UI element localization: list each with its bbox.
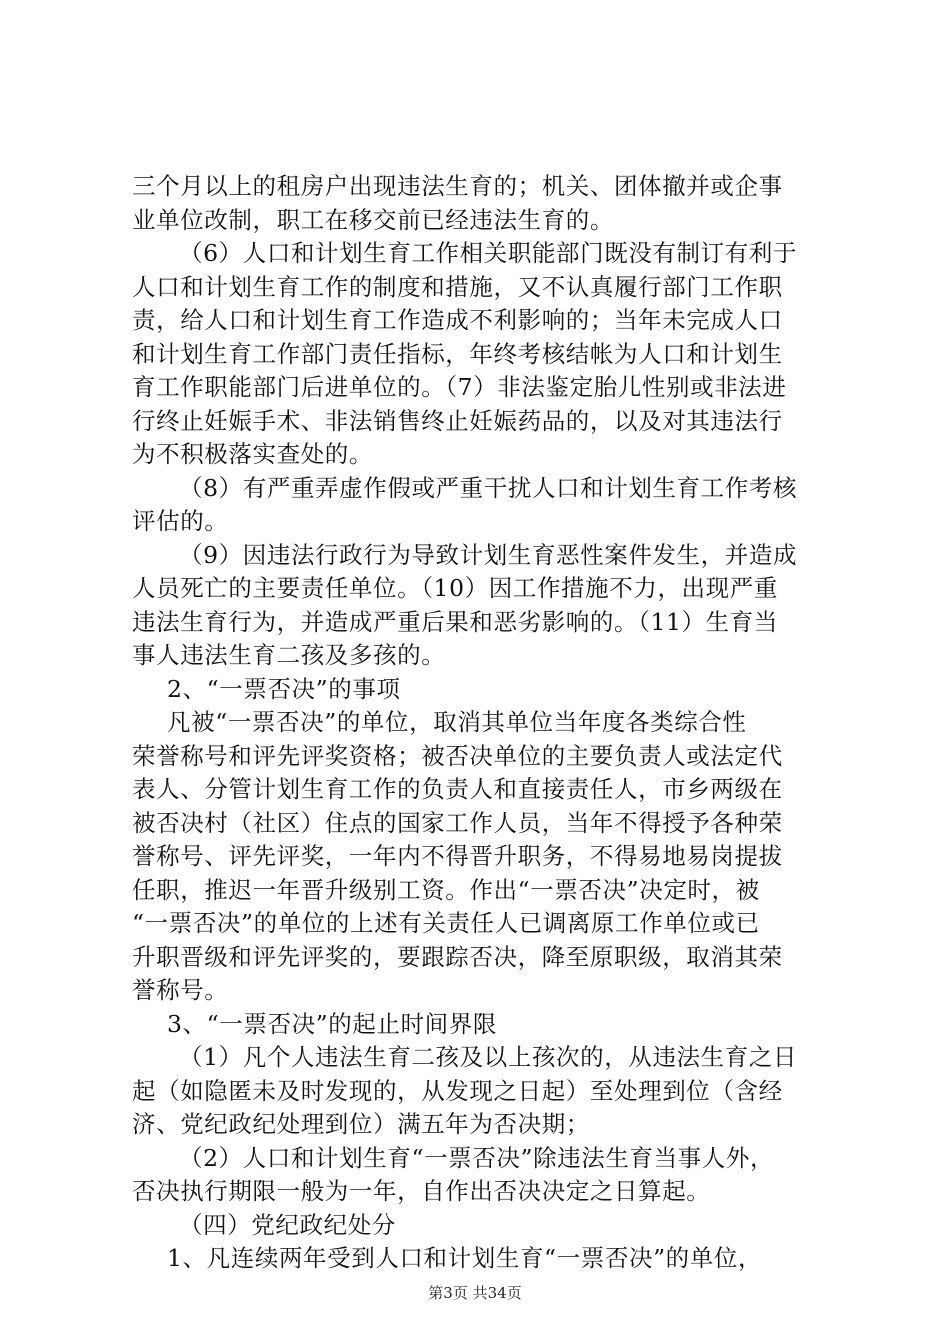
text-line: 育工作职能部门后进单位的。（7）非法鉴定胎儿性别或非法进	[132, 373, 787, 401]
text-line: （2）人口和计划生育“一票否决”除违法生育当事人外，	[179, 1143, 775, 1172]
text-line: 人员死亡的主要责任单位。（10）因工作措施不力，出现严重	[132, 574, 778, 602]
text-line: 誉称号、评先评奖，一年内不得晋升职务，不得易地易岗提拔	[132, 842, 783, 870]
page-number-footer: 第3页 共34页	[428, 1284, 522, 1302]
text-line: 任职，推迟一年晋升级别工资。作出“一票否决”决定时，被	[132, 875, 760, 904]
text-line: 被否决村（社区）住点的国家工作人员，当年不得授予各种荣	[132, 808, 783, 837]
text-line: 行终止妊娠手术、非法销售终止妊娠药品的，以及对其违法行	[132, 406, 783, 435]
document-body	[132, 170, 832, 1276]
text-line: 违法生育行为，并造成严重后果和恶劣影响的。（11）生育当	[132, 607, 778, 636]
text-line: 三个月以上的租房户出现违法生育的；机关、团体撤并或企事	[132, 172, 783, 200]
text-line: 荣誉称号和评先评奖资格；被否决单位的主要负责人或法定代	[132, 741, 783, 770]
text-line: 起（如隐匿未及时发现的，从发现之日起）至处理到位（含经	[132, 1076, 783, 1105]
text-line: 凡被“一票否决”的单位，取消其单位当年度各类综合性	[167, 708, 747, 736]
text-line: “一票否决”的单位的上述有关责任人已调离原工作单位或已	[132, 909, 760, 937]
text-line: 事人违法生育二孩及多孩的。	[132, 641, 446, 669]
text-line: 为不积极落实查处的。	[132, 440, 373, 468]
text-line: 人口和计划生育工作的制度和措施，又不认真履行部门工作职	[132, 272, 783, 301]
section-heading: 3、“一票否决”的起止时间界限	[167, 1009, 497, 1038]
text-line: （8）有严重弄虚作假或严重干扰人口和计划生育工作考核	[179, 473, 798, 502]
text-line: 升职晋级和评先评奖的，要跟踪否决，降至原职级，取消其荣	[132, 942, 783, 971]
text-line: 业单位改制，职工在移交前已经违法生育的。	[132, 205, 614, 234]
section-heading: 2、“一票否决”的事项	[167, 674, 401, 703]
text-line: （1）凡个人违法生育二孩及以上孩次的，从违法生育之日	[179, 1043, 798, 1071]
text-line: （9）因违法行政行为导致计划生育恶性案件发生，并造成	[179, 540, 798, 569]
text-line: 责，给人口和计划生育工作造成不利影响的；当年未完成人口	[132, 306, 783, 334]
text-line: 否决执行期限一般为一年，自作出否决决定之日算起。	[132, 1177, 711, 1205]
text-line: 1、凡连续两年受到人口和计划生育“一票否决”的单位，	[167, 1244, 763, 1272]
text-line: 誉称号。	[132, 976, 229, 1004]
text-line: 表人、分管计划生育工作的负责人和直接责任人，市乡两级在	[132, 775, 783, 803]
text-line: （6）人口和计划生育工作相关职能部门既没有制订有利于	[179, 239, 798, 267]
text-line: 和计划生育工作部门责任指标，年终考核结帐为人口和计划生	[132, 339, 783, 368]
text-line: 评估的。	[132, 507, 229, 535]
text-line: 济、党纪政纪处理到位）满五年为否决期；	[132, 1110, 590, 1138]
section-heading: （四）党纪政纪处分	[179, 1210, 396, 1239]
